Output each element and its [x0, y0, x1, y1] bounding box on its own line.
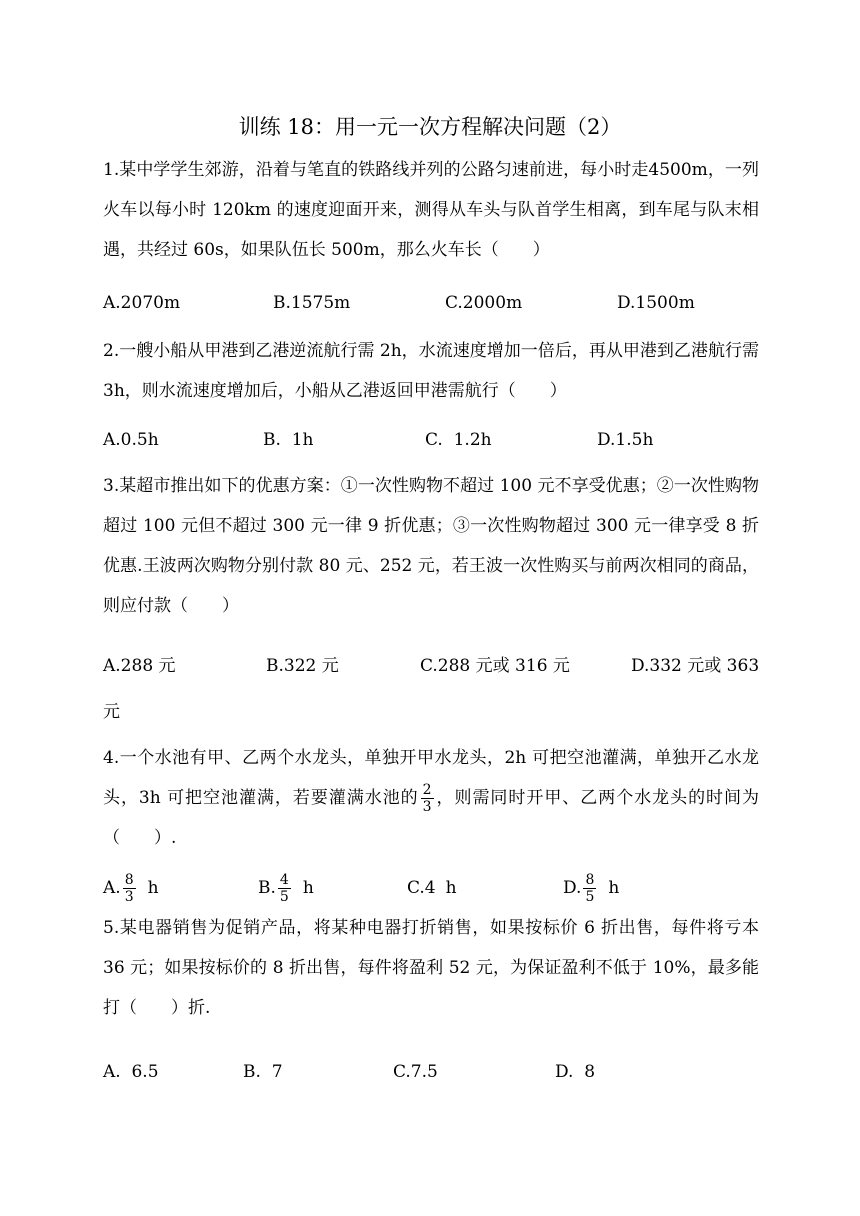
- option-unit: h: [147, 878, 159, 898]
- question-2-stem: 2.一艘小船从甲港到乙港逆流航行需 2h，水流速度增加一倍后，再从甲港到乙港航行需 3h，则水流速度增加后，小船从乙港返回甲港需航行（ ）: [103, 341, 759, 401]
- question-3-options: [103, 646, 763, 686]
- question-4-options: [103, 868, 763, 908]
- question-2-option-d: D.1.5h: [597, 430, 654, 450]
- question-1-option-c: C.2000m: [445, 293, 523, 313]
- question-3-option-d-wrap: 元: [103, 702, 120, 722]
- option-label: D.: [563, 878, 582, 898]
- fraction-denominator: 3: [422, 799, 432, 815]
- question-1-options: [103, 283, 763, 323]
- question-5-option-b: B. 7: [243, 1062, 283, 1082]
- question-3-option-d: D.332 元或 363: [631, 656, 760, 676]
- question-3-option-c: C.288 元或 316 元: [420, 656, 570, 676]
- question-5-option-a: A. 6.5: [103, 1062, 159, 1082]
- option-unit: h: [608, 878, 620, 898]
- question-1-option-a: A.2070m: [103, 293, 181, 313]
- question-3-stem: 3.某超市推出如下的优惠方案：①一次性购物不超过 100 元不享受优惠；②一次性购物超过 100 元但不超过 300 元一律 9 折优惠；③一次性购物超过 300 元一律享受 8 折优惠.王波两次购物分别付款 80 元、252 元，若王波一次性购买与前两次相同的商品，则应付款（ ）: [103, 476, 759, 616]
- option-unit: h: [445, 878, 457, 898]
- option-label: C.4: [407, 878, 436, 898]
- question-1-option-b: B.1575m: [273, 293, 351, 313]
- question-5-option-d: D. 8: [555, 1062, 596, 1082]
- option-label: A.: [103, 878, 121, 898]
- question-3-option-wrap: [103, 692, 763, 732]
- question-2-option-a: A.0.5h: [103, 430, 159, 450]
- page-title: 训练 18：用一元一次方程解决问题（2）: [238, 115, 622, 139]
- question-1-stem: 1.某中学学生郊游，沿着与笔直的铁路线并列的公路匀速前进，每小时走4500m，一列火车以每小时 120km 的速度迎面开来，测得从车头与队首学生相离，到车尾与队末相遇，共经过 60s，如果队伍长 500m，那么火车长（ ）: [103, 160, 759, 260]
- fraction-denominator: 5: [279, 889, 289, 905]
- question-3-option-a: A.288 元: [103, 656, 176, 676]
- question-5-options: [103, 1052, 763, 1092]
- question-1-option-d: D.1500m: [617, 293, 695, 313]
- question-5-option-c: C.7.5: [393, 1062, 438, 1082]
- question-4-stem-before: 4.一个水池有甲、乙两个水龙头，单独开甲水龙头，2h 可把空池灌满，单独开乙水龙头，3h 可把空池灌满，若要灌满水池的: [103, 748, 759, 808]
- question-3-option-b: B.322 元: [266, 656, 339, 676]
- fraction-denominator: 5: [585, 889, 595, 905]
- question-4-option-d: [563, 868, 619, 908]
- question-2-options: [103, 420, 763, 460]
- question-4-option-b: [258, 868, 314, 908]
- option-label: B.: [258, 878, 276, 898]
- fraction-numerator: 2: [422, 782, 432, 798]
- question-4-stem: [103, 738, 759, 858]
- option-fraction: [123, 872, 136, 905]
- option-fraction: [278, 872, 291, 905]
- question-2-option-b: B. 1h: [263, 430, 314, 450]
- option-unit: h: [302, 878, 314, 898]
- question-4-stem-fraction: [421, 782, 434, 815]
- fraction-numerator: 8: [585, 872, 595, 888]
- question-5-stem: 5.某电器销售为促销产品，将某种电器打折销售，如果按标价 6 折出售，每件将亏本 36 元；如果按标价的 8 折出售，每件将盈利 52 元，为保证盈利不低于 10%，最多能打（ ）折.: [103, 918, 759, 1018]
- question-2-option-c: C. 1.2h: [425, 430, 492, 450]
- fraction-denominator: 3: [124, 889, 134, 905]
- option-fraction: [583, 872, 596, 905]
- fraction-numerator: 8: [124, 872, 134, 888]
- question-4-option-a: [103, 868, 159, 908]
- question-4-stem-after: ，则需同时开甲、乙两个水龙头的时间为（ ）.: [103, 788, 759, 848]
- question-4-option-c: [407, 868, 457, 908]
- fraction-numerator: 4: [279, 872, 289, 888]
